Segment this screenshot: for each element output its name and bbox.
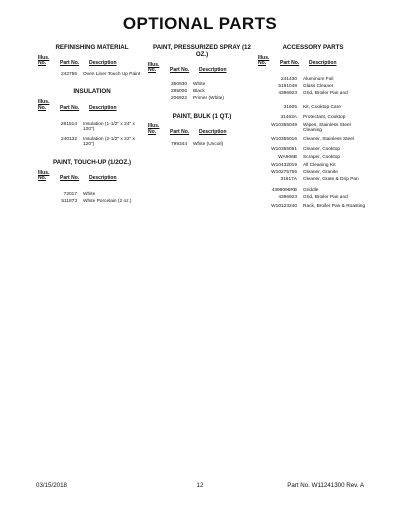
table-row — [258, 115, 368, 120]
table-row — [258, 204, 368, 209]
header-description: Description — [199, 67, 227, 74]
part-description: Griddle — [303, 187, 319, 193]
header-illus-no: Illus. No. — [148, 61, 160, 74]
part-description: Cleaner, Cooktop — [303, 146, 341, 152]
part-description: Scraper, Cooktop — [303, 154, 341, 160]
header-illus-no: Illus. No. — [38, 169, 50, 182]
part-description: Cleaner, Stainless Steel — [303, 137, 354, 143]
section-title-pressurized-spray: PAINT, PRESSURIZED SPRAY (12 OZ.) — [153, 44, 251, 58]
part-description: Insulation (1-1/2" x 24" x 120") — [83, 122, 135, 133]
part-number: W10355016 — [271, 137, 297, 143]
part-number: 242756 — [60, 72, 77, 77]
table-row — [258, 77, 368, 82]
table-row — [258, 163, 368, 168]
table-row — [148, 96, 256, 101]
part-description: White — [83, 192, 96, 198]
part-number: 5191048 — [278, 84, 297, 90]
part-number: W10275756 — [271, 170, 297, 176]
part-description: White Porcelain (2 oz.) — [83, 199, 132, 205]
header-part-no: Part No. — [170, 129, 190, 136]
section-title-bulk: PAINT, BULK (1 QT.) — [172, 112, 232, 120]
part-description: Insulation (2-1/2" x 22" x 120") — [83, 136, 135, 147]
part-number: 511873 — [61, 199, 77, 205]
table-row — [258, 84, 368, 89]
footer-date: 03/15/2018 — [36, 482, 67, 489]
part-description: Cleaner, Grate & Drip Pan — [303, 177, 359, 183]
part-description: All Cleaning Kit — [303, 163, 336, 169]
part-number: 261514 — [60, 122, 77, 128]
table-row — [38, 122, 146, 132]
table-header — [148, 58, 256, 74]
header-description: Description — [199, 129, 227, 136]
table-row — [258, 170, 368, 175]
section-title-insulation: INSULATION — [73, 88, 111, 96]
header-description: Description — [89, 104, 117, 111]
table-row — [258, 137, 368, 142]
header-part-no: Part No. — [60, 175, 80, 182]
part-number: 72017 — [63, 192, 77, 198]
table-row — [38, 137, 146, 147]
column-left — [38, 44, 146, 204]
table-row — [148, 142, 256, 147]
part-description: Wipes, Stainless Steel Cleaning — [303, 123, 351, 134]
header-illus-no: Illus. No. — [258, 54, 270, 67]
table-header — [38, 166, 146, 182]
part-number: 350930 — [170, 82, 187, 87]
part-number: 4396096RB — [271, 187, 297, 193]
part-number: 4396923 — [278, 194, 297, 200]
table-row — [258, 188, 368, 193]
part-description: Grid, Broiler Pan and — [303, 91, 348, 97]
table-row — [258, 105, 368, 110]
table-row — [38, 72, 146, 77]
part-number: W10123240 — [271, 204, 297, 210]
part-number: W10355049 — [271, 123, 297, 129]
part-number: WA906B — [278, 154, 297, 160]
part-number: 31463A — [280, 114, 297, 120]
header-part-no: Part No. — [170, 67, 190, 74]
part-description: Primer (White) — [193, 96, 224, 102]
column-middle — [148, 44, 256, 147]
part-description: Rack, Broiler Pan & Roasting — [303, 204, 366, 210]
part-number: 240132 — [60, 136, 77, 142]
part-number: W10355051 — [271, 146, 297, 152]
part-number: 799344 — [170, 141, 187, 147]
table-header — [38, 95, 146, 111]
part-number: 206922 — [170, 96, 187, 102]
section-title-touch-up: PAINT, TOUCH-UP (1/2OZ.) — [52, 159, 132, 167]
header-part-no: Part No. — [280, 60, 300, 67]
header-illus-no: Illus. No. — [38, 99, 50, 111]
table-row — [148, 89, 256, 94]
table-row — [38, 199, 146, 204]
table-row — [258, 195, 368, 200]
table-row — [258, 147, 368, 152]
footer-part-number: Part No. W11241300 Rev. A — [287, 482, 364, 489]
part-description: Glass Cleaner — [303, 84, 334, 90]
part-description: White (Uncoil) — [193, 141, 224, 147]
part-description: Cleaner, Granite — [303, 170, 338, 176]
part-description: Grid, Broiler Pan and — [303, 194, 348, 200]
table-row — [258, 155, 368, 160]
table-row — [258, 123, 368, 133]
table-header — [148, 120, 256, 136]
part-description: Oven Liner Touch Up Paint — [83, 72, 141, 77]
footer-page-number: 12 — [196, 482, 204, 489]
part-number: 31617A — [280, 177, 297, 183]
header-description: Description — [89, 60, 117, 67]
table-header — [38, 51, 146, 67]
header-part-no: Part No. — [60, 60, 80, 67]
section-title-accessory: ACCESSORY PARTS — [282, 44, 344, 51]
column-right — [258, 44, 368, 209]
part-description: Protectant, Cooktop — [303, 114, 346, 120]
header-part-no: Part No. — [60, 104, 80, 111]
part-number: 31605 — [283, 104, 297, 110]
part-description: Aluminum Foil — [303, 77, 334, 82]
section-title-refinishing: REFINISHING MATERIAL — [55, 44, 129, 51]
table-row — [148, 82, 256, 87]
part-number: 4396923 — [278, 91, 297, 97]
header-description: Description — [89, 175, 117, 182]
part-number: 285006 — [170, 89, 187, 95]
table-row — [38, 192, 146, 197]
part-description: White — [193, 82, 206, 87]
page-title: OPTIONAL PARTS — [122, 14, 278, 33]
header-description: Description — [309, 60, 337, 67]
part-number: 241430 — [280, 77, 297, 82]
table-row — [258, 91, 368, 96]
part-description: Black — [193, 89, 205, 95]
table-row — [258, 177, 368, 182]
table-header — [258, 51, 368, 67]
part-description: Kit, Cooktop Care — [303, 104, 341, 110]
header-illus-no: Illus. No. — [148, 123, 160, 136]
header-illus-no: Illus. No. — [38, 54, 50, 67]
part-number: W10432019 — [271, 163, 297, 169]
